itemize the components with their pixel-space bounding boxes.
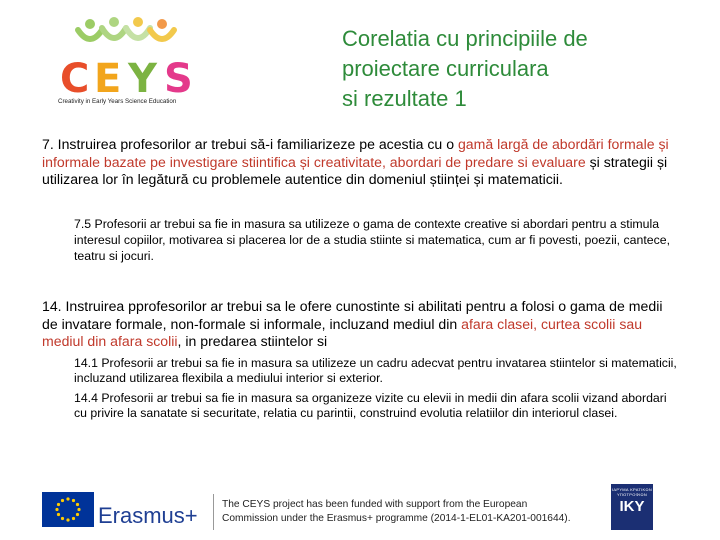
paragraph-14-1: 14.1 Profesorii ar trebui sa fie in masura sa utilizeze un cadru adecvat pentru invatarea stiintelor si matematicii, incluzand utilizarea flexibila a mediului interior si exterior. (74, 356, 677, 386)
title-line-3: si rezultate 1 (342, 86, 467, 111)
title-line-1: Corelatia cu principiile de (342, 26, 588, 51)
logo-letter-s: S (164, 56, 193, 98)
iky-small-text: ΙΔΡΥΜΑ ΚΡΑΤΙΚΩΝ ΥΠΟΤΡΟΦΙΩΝ (611, 487, 653, 497)
slide-title (342, 24, 682, 114)
paragraph-14-text-a: 14. Instruirea pprofesorilor ar trebui sa le ofere cunostinte si abilitati pentru a folosi o gama de medii de invatare formale, non-formale si informale, incluzand mediul din (42, 298, 663, 332)
logo-letter-e: E (94, 56, 122, 98)
paragraph-7-highlight: gamă largă de abordări formale și informale bazate pe investigare stiintifica și creativitate, abordari de predare si evaluare (42, 136, 669, 170)
ceys-logo (56, 14, 206, 110)
disclaimer-line-2: Commission under the Erasmus+ programme (2014-1-EL01-KA201-001644). (222, 513, 571, 524)
paragraph-14-text-c: , in predarea stiintelor si (177, 333, 328, 349)
logo-caption: Creativity in Early Years Science Education (58, 98, 177, 105)
paragraph-14 (42, 298, 682, 351)
paragraph-7-5: 7.5 Profesorii ar trebui sa fie in masura sa utilizeze o gama de contexte creative si abordari pentru a stimula interesul copiilor, motivarea si placerea lor de a studia stiinte si matematica, cum ar fi povesti, poezii, cantece, teatru si jocuri. (74, 217, 670, 263)
footer-divider (213, 494, 214, 530)
paragraph-14-highlight: afara clasei, curtea scolii sau mediul din afara scolii (42, 315, 643, 349)
logo-letter-y: Y (128, 56, 157, 98)
children-figures-icon (78, 17, 174, 39)
disclaimer-line-1: The CEYS project has been funded with support from the European (222, 499, 528, 510)
title-line-2: proiectare curriculara (342, 56, 549, 81)
erasmus-plus-logo: Erasmus+ (98, 503, 198, 528)
paragraph-7 (42, 136, 682, 189)
funding-disclaimer (222, 498, 571, 526)
iky-logo (611, 484, 653, 530)
paragraph-7-text-c: și strategii și utilizarea lor în legătură cu problemele autentice din domeniul științei și matematicii. (42, 153, 668, 187)
logo-letter-c: C (60, 56, 90, 98)
paragraph-14-4: 14.4 Profesorii ar trebui sa fie in masura sa organizeze vizite cu elevii in medii din afara scolii vizand abordari cu privire la sanatate si securitate, relatia cu parintii, construind evolutia relatiilor din interiorul clasei. (74, 391, 667, 421)
ceys-logo-graphic (56, 14, 206, 98)
iky-text: IKY (619, 498, 645, 515)
paragraph-7-text-a: 7. Instruirea profesorilor ar trebui să-i familiarizeze pe acestia cu o (42, 136, 458, 152)
eu-flag-icon (42, 492, 94, 527)
